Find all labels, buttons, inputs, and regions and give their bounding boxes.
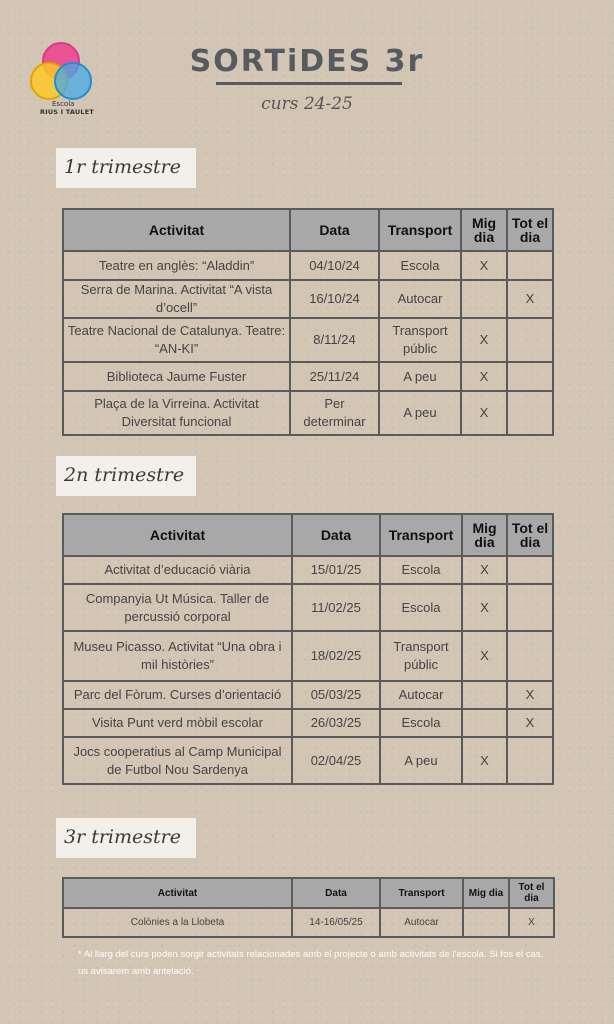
cell-activitat: Serra de Marina. Activitat “A vista d’ocell” bbox=[63, 280, 290, 318]
cell-tot-el-dia bbox=[507, 251, 553, 280]
cell-activitat: Jocs cooperatius al Camp Municipal de Futbol Nou Sardenya bbox=[63, 737, 292, 784]
cell-mig-dia: X bbox=[461, 391, 507, 435]
cell-tot-el-dia bbox=[507, 737, 553, 784]
table-row bbox=[63, 251, 553, 280]
table-row bbox=[63, 584, 553, 631]
cell-data: 8/11/24 bbox=[290, 318, 379, 362]
cell-activitat: Biblioteca Jaume Fuster bbox=[63, 362, 290, 391]
trimester-1-table bbox=[62, 208, 554, 436]
cell-mig-dia bbox=[462, 709, 507, 737]
table-header-row bbox=[63, 514, 553, 556]
cell-transport: A peu bbox=[380, 737, 462, 784]
cell-activitat: Parc del Fòrum. Curses d’orientació bbox=[63, 681, 292, 709]
cell-data: 15/01/25 bbox=[292, 556, 380, 584]
cell-data: Per determinar bbox=[290, 391, 379, 435]
cell-activitat: Plaça de la Virreina. Activitat Diversitat funcional bbox=[63, 391, 290, 435]
page-title: SORTiDES 3r bbox=[189, 44, 425, 79]
cell-mig-dia: X bbox=[462, 556, 507, 584]
header-transport: Transport bbox=[380, 514, 462, 556]
table-row bbox=[63, 362, 553, 391]
header-data: Data bbox=[292, 878, 380, 908]
cell-tot-el-dia: X bbox=[507, 280, 553, 318]
cell-transport: Escola bbox=[379, 251, 461, 280]
cell-activitat: Colònies a la Llobeta bbox=[63, 908, 292, 937]
table-row bbox=[63, 908, 554, 937]
cell-activitat: Companyia Ut Música. Taller de percussió corporal bbox=[63, 584, 292, 631]
cell-activitat: Teatre Nacional de Catalunya. Teatre: “AN-KI” bbox=[63, 318, 290, 362]
cell-data: 05/03/25 bbox=[292, 681, 380, 709]
cell-transport: Autocar bbox=[379, 280, 461, 318]
cell-tot-el-dia: X bbox=[507, 709, 553, 737]
cell-transport: A peu bbox=[379, 362, 461, 391]
trimester-3-label: 3r trimestre bbox=[56, 818, 196, 858]
cell-activitat: Activitat d’educació viària bbox=[63, 556, 292, 584]
cell-data: 18/02/25 bbox=[292, 631, 380, 681]
header-mig-dia: Mig dia bbox=[461, 209, 507, 251]
cell-mig-dia bbox=[463, 908, 509, 937]
cell-data: 16/10/24 bbox=[290, 280, 379, 318]
table-row bbox=[63, 318, 553, 362]
cell-activitat: Teatre en anglès: “Aladdin” bbox=[63, 251, 290, 280]
cell-tot-el-dia bbox=[507, 362, 553, 391]
cell-mig-dia bbox=[462, 681, 507, 709]
cell-mig-dia: X bbox=[462, 737, 507, 784]
cell-transport: Escola bbox=[380, 556, 462, 584]
header-mig-dia: Mig dia bbox=[463, 878, 509, 908]
cell-transport: Escola bbox=[380, 584, 462, 631]
cell-activitat: Visita Punt verd mòbil escolar bbox=[63, 709, 292, 737]
logo-line1: Escola bbox=[52, 100, 75, 108]
header-transport: Transport bbox=[379, 209, 461, 251]
cell-mig-dia: X bbox=[461, 362, 507, 391]
header-data: Data bbox=[292, 514, 380, 556]
page-subtitle: curs 24-25 bbox=[261, 94, 353, 114]
cell-transport: A peu bbox=[379, 391, 461, 435]
cell-data: 14-16/05/25 bbox=[292, 908, 380, 937]
header-tot-el-dia: Tot el dia bbox=[507, 514, 553, 556]
table-row bbox=[63, 681, 553, 709]
table-row bbox=[63, 391, 553, 435]
cell-mig-dia: X bbox=[461, 318, 507, 362]
header-activitat: Activitat bbox=[63, 878, 292, 908]
logo-line2: RIUS I TAULET bbox=[40, 108, 94, 116]
cell-data: 02/04/25 bbox=[292, 737, 380, 784]
header-data: Data bbox=[290, 209, 379, 251]
header-mig-dia: Mig dia bbox=[462, 514, 507, 556]
cell-data: 26/03/25 bbox=[292, 709, 380, 737]
title-underline bbox=[216, 82, 402, 85]
cell-tot-el-dia bbox=[507, 391, 553, 435]
header-tot-el-dia: Tot el dia bbox=[507, 209, 553, 251]
cell-tot-el-dia bbox=[507, 318, 553, 362]
cell-mig-dia: X bbox=[462, 584, 507, 631]
cell-transport: Autocar bbox=[380, 908, 463, 937]
cell-data: 11/02/25 bbox=[292, 584, 380, 631]
table-row bbox=[63, 737, 553, 784]
table-row bbox=[63, 709, 553, 737]
cell-activitat: Museu Picasso. Activitat “Una obra i mil històries” bbox=[63, 631, 292, 681]
table-header-row bbox=[63, 878, 554, 908]
cell-mig-dia: X bbox=[461, 251, 507, 280]
header-tot-el-dia: Tot el dia bbox=[509, 878, 554, 908]
header-activitat: Activitat bbox=[63, 514, 292, 556]
footnote: * Al llarg del curs poden sorgir activitats relacionades amb el projecte o amb activitats de l’escola. Si fos el cas, us avisarem amb antelació. bbox=[78, 949, 544, 977]
table-row bbox=[63, 631, 553, 681]
trimester-2-label: 2n trimestre bbox=[56, 456, 196, 496]
cell-mig-dia bbox=[461, 280, 507, 318]
cell-tot-el-dia bbox=[507, 584, 553, 631]
table-row bbox=[63, 280, 553, 318]
cell-tot-el-dia bbox=[507, 556, 553, 584]
trimester-2-table bbox=[62, 513, 554, 785]
cell-transport: Autocar bbox=[380, 681, 462, 709]
cell-transport: Escola bbox=[380, 709, 462, 737]
cell-tot-el-dia: X bbox=[509, 908, 554, 937]
cell-data: 04/10/24 bbox=[290, 251, 379, 280]
trimester-1-label: 1r trimestre bbox=[56, 148, 196, 188]
cell-transport: Transport públic bbox=[380, 631, 462, 681]
table-row bbox=[63, 556, 553, 584]
trimester-3-table bbox=[62, 877, 555, 938]
header-transport: Transport bbox=[380, 878, 463, 908]
table-header-row bbox=[63, 209, 553, 251]
cell-tot-el-dia: X bbox=[507, 681, 553, 709]
cell-transport: Transport públic bbox=[379, 318, 461, 362]
header-activitat: Activitat bbox=[63, 209, 290, 251]
cell-data: 25/11/24 bbox=[290, 362, 379, 391]
cell-mig-dia: X bbox=[462, 631, 507, 681]
cell-tot-el-dia bbox=[507, 631, 553, 681]
